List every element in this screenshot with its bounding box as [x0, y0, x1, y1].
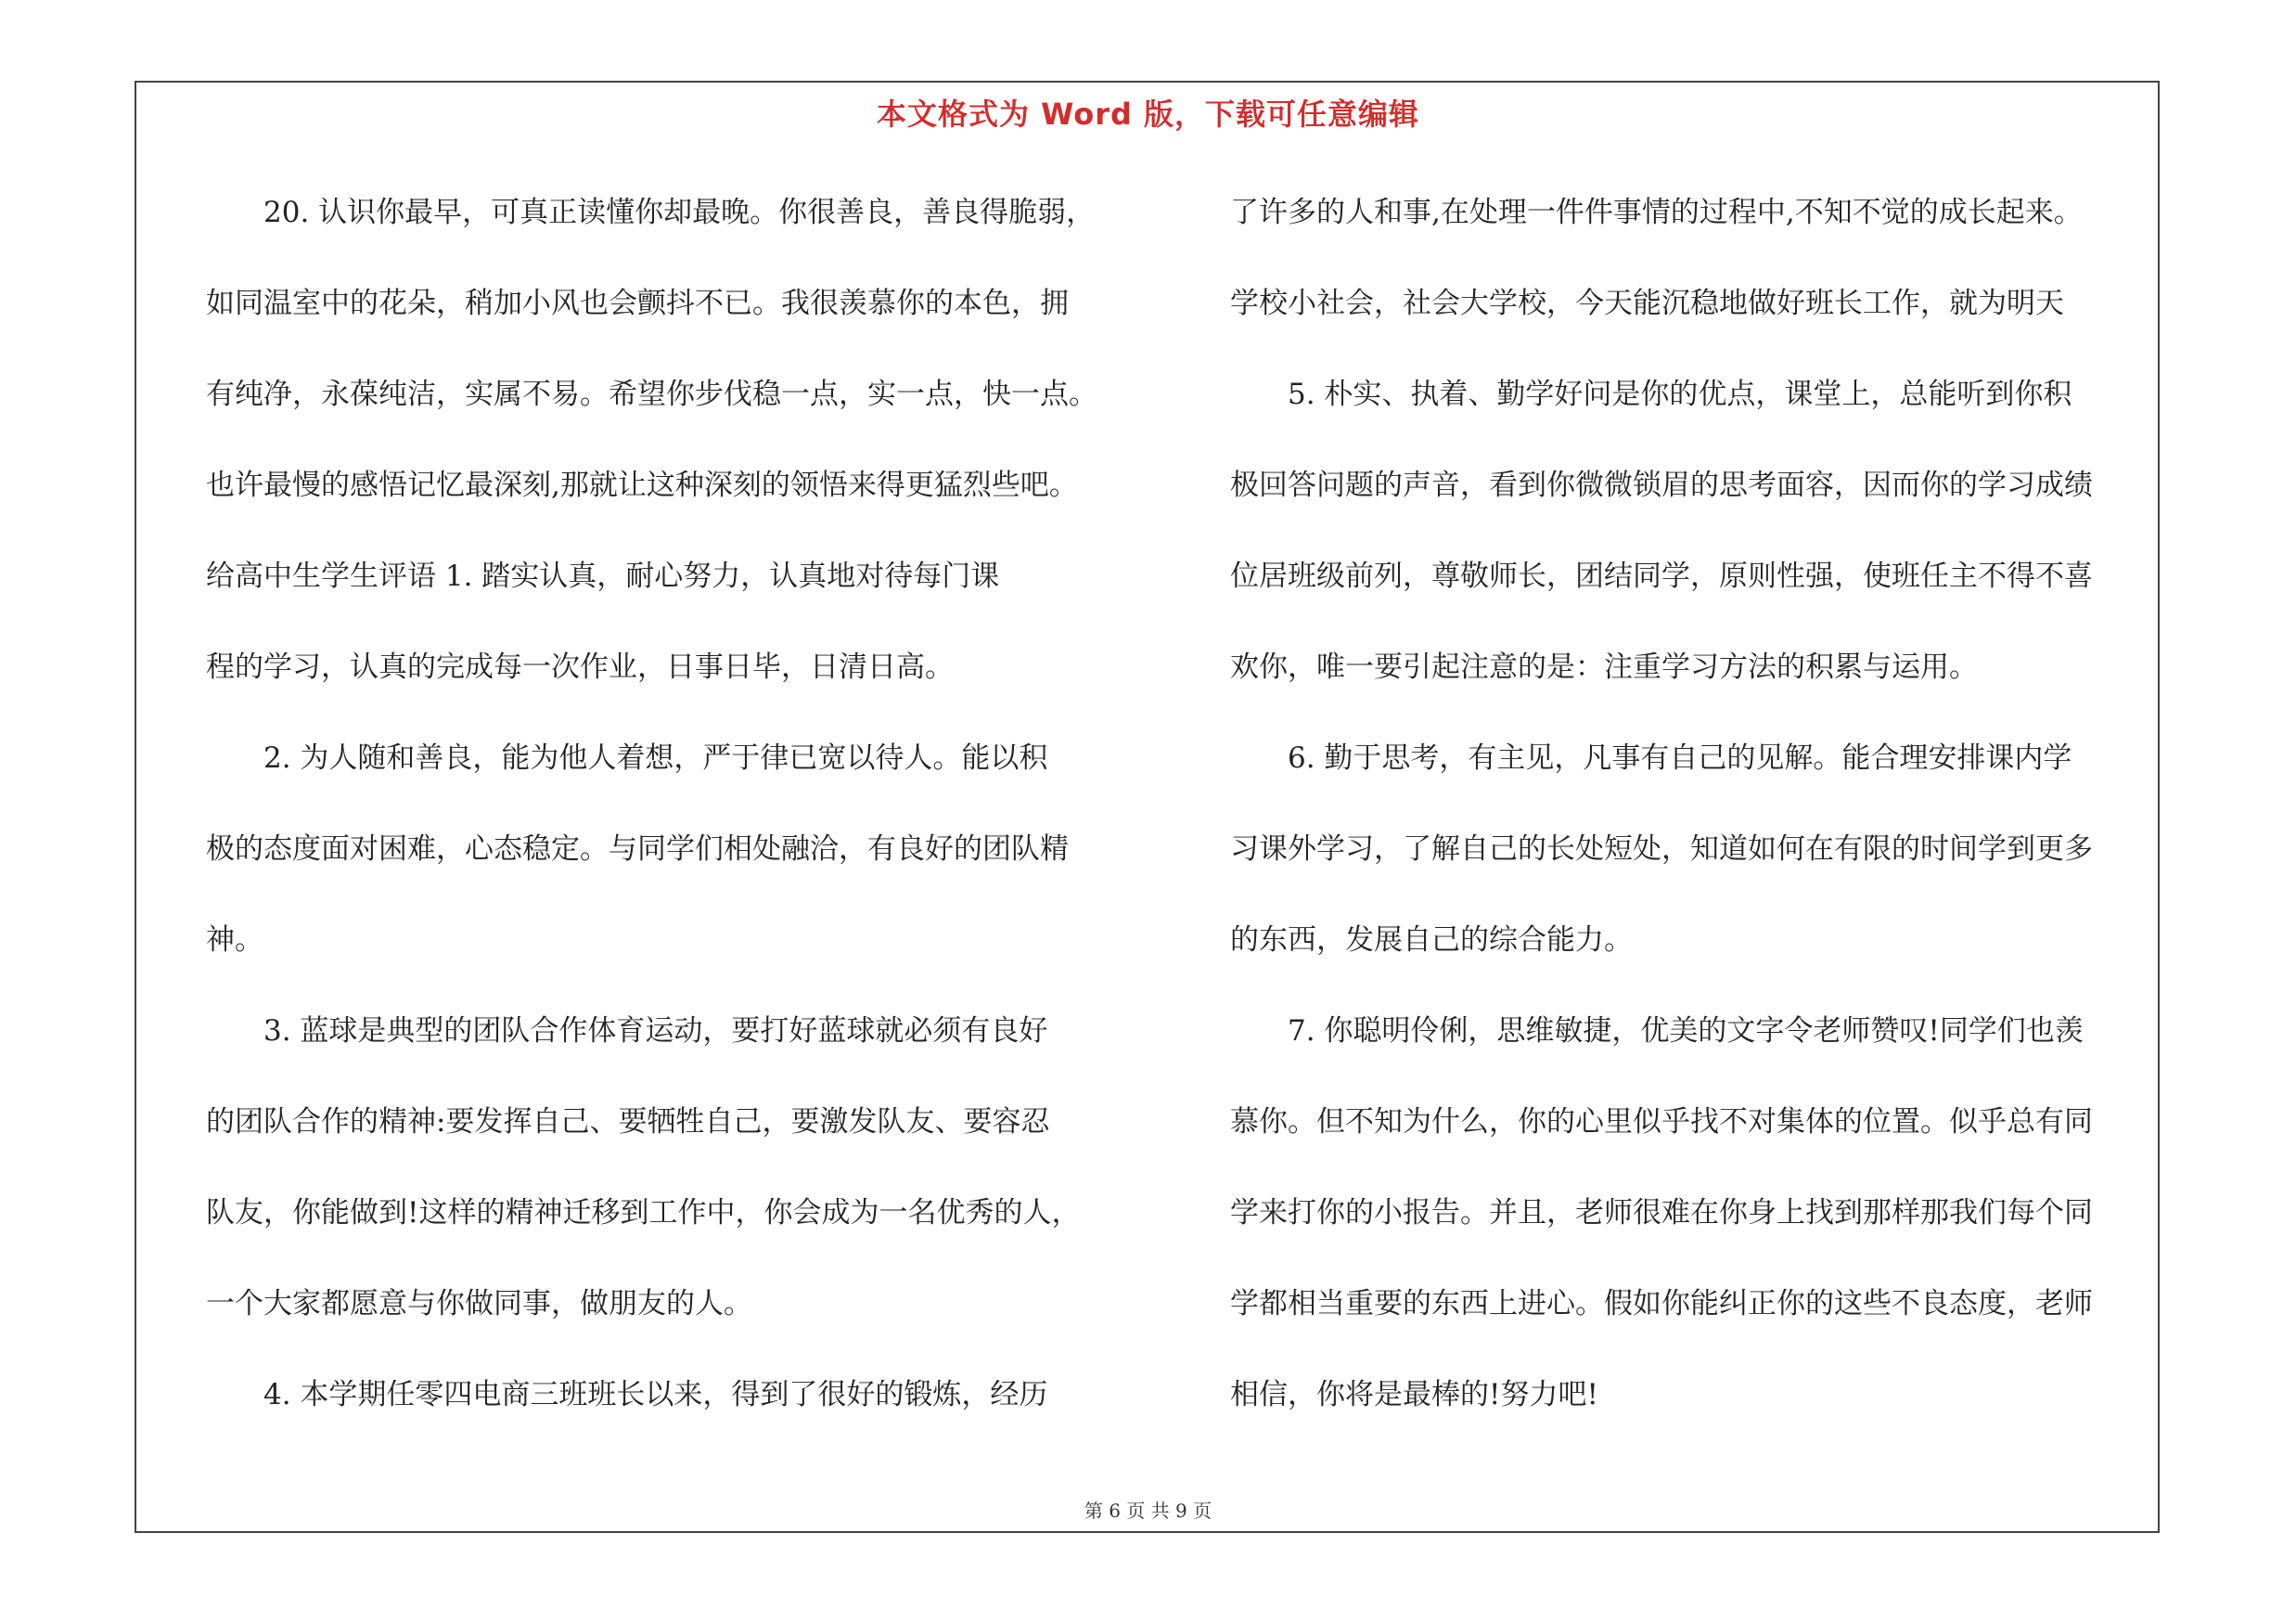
text-line: 位居班级前列，尊敬师长，团结同学，原则性强，使班任主不得不喜 [1230, 560, 2093, 593]
text-line: 学都相当重要的东西上进心。假如你能纠正你的这些不良态度，老师 [1230, 1287, 2093, 1320]
text-line: 学校小社会，社会大学校，今天能沉稳地做好班长工作，就为明天 [1230, 287, 2064, 320]
text-line: 慕你。但不知为什么，你的心里似乎找不对集体的位置。似乎总有同 [1230, 1105, 2093, 1139]
text-line: 也许最慢的感悟记忆最深刻,那就让这种深刻的领悟来得更猛烈些吧。 [206, 469, 1078, 502]
text-line: 极的态度面对困难，心态稳定。与同学们相处融洽，有良好的团队精 [206, 832, 1069, 866]
text-line: 习课外学习，了解自己的长处短处，知道如何在有限的时间学到更多 [1230, 832, 2093, 866]
text-line: 4. 本学期任零四电商三班班长以来，得到了很好的锻炼，经历 [263, 1378, 1048, 1411]
text-line: 的东西，发展自己的综合能力。 [1230, 923, 1633, 957]
text-line: 学来打你的小报告。并且，老师很难在你身上找到那样那我们每个同 [1230, 1196, 2093, 1230]
text-line: 2. 为人随和善良，能为他人着想，严于律已宽以待人。能以积 [263, 741, 1048, 775]
page-number-footer: 第 6 页 共 9 页 [1084, 1500, 1212, 1522]
text-line: 有纯净，永葆纯洁，实属不易。希望你步伐稳一点，实一点，快一点。 [206, 378, 1097, 411]
format-banner: 本文格式为 Word 版，下载可任意编辑 [876, 97, 1420, 132]
text-line: 20. 认识你最早，可真正读懂你却最晚。你很善良，善良得脆弱， [263, 196, 1096, 229]
text-line: 7. 你聪明伶俐，思维敏捷，优美的文字令老师赞叹!同学们也羡 [1288, 1014, 2084, 1048]
text-line: 欢你，唯一要引起注意的是：注重学习方法的积累与运用。 [1230, 650, 1978, 684]
text-line: 队友，你能做到!这样的精神迁移到工作中，你会成为一名优秀的人， [206, 1196, 1081, 1230]
text-line: 的团队合作的精神:要发挥自己、要牺牲自己，要激发队友、要容忍 [206, 1105, 1050, 1139]
text-line: 3. 蓝球是典型的团队合作体育运动，要打好蓝球就必须有良好 [263, 1014, 1048, 1048]
left-column [206, 184, 1120, 1457]
right-column [1230, 184, 2144, 1457]
text-line: 了许多的人和事,在处理一件件事情的过程中,不知不觉的成长起来。 [1230, 196, 2083, 229]
text-line: 神。 [206, 923, 263, 957]
text-line: 相信，你将是最棒的!努力吧! [1230, 1378, 1598, 1411]
text-line: 给高中生学生评语 1. 踏实认真，耐心努力，认真地对待每门课 [206, 560, 1000, 593]
text-line: 6. 勤于思考，有主见，凡事有自己的见解。能合理安排课内学 [1288, 741, 2072, 775]
text-line: 一个大家都愿意与你做同事，做朋友的人。 [206, 1287, 752, 1320]
text-line: 5. 朴实、执着、勤学好问是你的优点，课堂上，总能听到你积 [1288, 378, 2072, 411]
text-line: 如同温室中的花朵，稍加小风也会颤抖不已。我很羡慕你的本色，拥 [206, 287, 1069, 320]
text-line: 极回答问题的声音，看到你微微锁眉的思考面容，因而你的学习成绩 [1230, 469, 2093, 502]
text-line: 程的学习，认真的完成每一次作业，日事日毕，日清日高。 [206, 650, 954, 684]
